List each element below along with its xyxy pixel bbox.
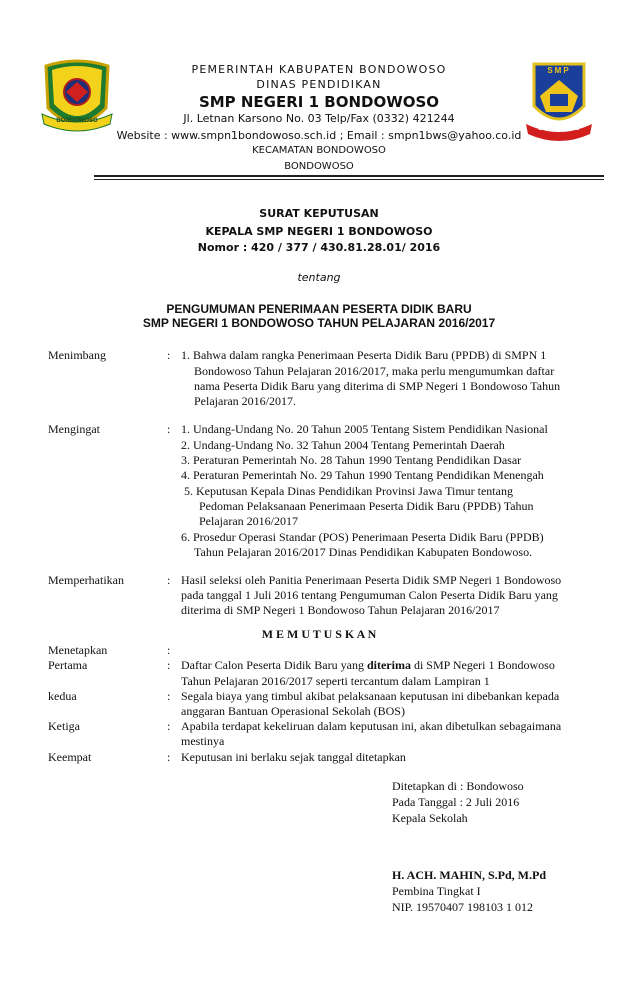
doc-number: Nomor : 420 / 377 / 430.81.28.01/ 2016 <box>197 241 441 254</box>
menimbang-line: nama Peserta Didik Baru yang diterima di SMP Negeri 1 Bondowoso Tahun <box>194 379 561 393</box>
school-logo-top-text: SMP <box>547 66 571 75</box>
kedua-colon: : <box>167 689 171 703</box>
letterhead-rule-thin <box>94 179 604 180</box>
keempat-label: Keempat <box>48 750 92 764</box>
menetapkan-colon: : <box>167 643 171 657</box>
doc-type: SURAT KEPUTUSAN <box>259 207 379 220</box>
mengingat-item-cont: Pedoman Pelaksanaan Penerimaan Peserta Didik Baru (PPDB) Tahun <box>199 499 534 513</box>
mengingat-item: 2. Undang-Undang No. 32 Tahun 2004 Tentang Pemerintah Daerah <box>181 438 505 452</box>
mengingat-label: Mengingat <box>48 422 100 436</box>
pertama-line2: Tahun Pelajaran 2016/2017 seperti tercantum dalam Lampiran 1 <box>181 674 490 688</box>
mengingat-colon: : <box>167 422 171 436</box>
kedua-line1: Segala biaya yang timbul akibat pelaksanaan keputusan ini dibebankan kepada <box>181 689 560 703</box>
menimbang-colon: : <box>167 348 171 362</box>
doc-about: tentang <box>297 271 341 284</box>
school-logo-ribbon-text: BONDOWOSO <box>538 126 580 132</box>
ketiga-colon: : <box>167 719 171 733</box>
signatory-nip: NIP. 19570407 198103 1 012 <box>392 900 534 914</box>
signature-date: Pada Tanggal : 2 Juli 2016 <box>392 795 520 809</box>
letterhead-district: KECAMATAN BONDOWOSO <box>252 145 386 156</box>
doc-subject-line2: SMP NEGERI 1 BONDOWOSO TAHUN PELAJARAN 2016/2017 <box>142 316 496 330</box>
signature-place: Ditetapkan di : Bondowoso <box>392 779 524 793</box>
pertama-text-bold: diterima <box>366 658 411 672</box>
pertama-text-b: di SMP Negeri 1 Bondowoso <box>410 658 555 672</box>
kedua-line2: anggaran Bantuan Operasional Sekolah (BOS) <box>181 704 405 718</box>
keempat-colon: : <box>167 750 171 764</box>
letterhead-website: Website : www.smpn1bondowoso.sch.id ; Email : smpn1bws@yahoo.co.id <box>116 129 522 142</box>
mengingat-item-cont: Tahun Pelajaran 2016/2017 Dinas Pendidikan Kabupaten Bondowoso. <box>194 545 533 559</box>
mengingat-item: 5. Keputusan Kepala Dinas Pendidikan Provinsi Jawa Timur tentang <box>184 484 513 498</box>
signature-position: Kepala Sekolah <box>392 811 468 825</box>
doc-issuer: KEPALA SMP NEGERI 1 BONDOWOSO <box>205 225 433 238</box>
letterhead-government: PEMERINTAH KABUPATEN BONDOWOSO <box>191 63 447 76</box>
regency-logo-ribbon-text: BONDOWOSO <box>56 118 98 124</box>
kedua-label: kedua <box>48 689 77 703</box>
menetapkan-label: Menetapkan <box>48 643 108 657</box>
memperhatikan-colon: : <box>167 573 171 587</box>
letterhead-school-name: SMP NEGERI 1 BONDOWOSO <box>198 93 440 111</box>
pertama-label: Pertama <box>48 658 88 672</box>
doc-subject-line1: PENGUMUMAN PENERIMAAN PESERTA DIDIK BARU <box>166 302 472 316</box>
memperhatikan-line: pada tanggal 1 Juli 2016 tentang Pengumuman Calon Peserta Didik Baru yang <box>181 588 558 602</box>
memperhatikan-line: diterima di SMP Negeri 1 Bondowoso Tahun Pelajaran 2016/2017 <box>181 603 500 617</box>
menimbang-line: 1. Bahwa dalam rangka Penerimaan Peserta Didik Baru (PPDB) di SMPN 1 <box>181 348 547 362</box>
memperhatikan-line: Hasil seleksi oleh Panitia Penerimaan Peserta Didik SMP Negeri 1 Bondowoso <box>181 573 562 587</box>
letterhead-agency: DINAS PENDIDIKAN <box>256 78 382 91</box>
keempat-line1: Keputusan ini berlaku sejak tanggal ditetapkan <box>181 750 406 764</box>
letterhead-rule-thick <box>94 175 604 177</box>
memutuskan-heading: M E M U T U S K A N <box>261 627 377 641</box>
ketiga-line1: Apabila terdapat kekeliruan dalam keputusan ini, akan dibetulkan sebagaimana <box>181 719 562 733</box>
ketiga-line2: mestinya <box>181 734 225 748</box>
signatory-name: H. ACH. MAHIN, S.Pd, M.Pd <box>392 868 547 882</box>
pertama-colon: : <box>167 658 171 672</box>
ketiga-label: Ketiga <box>48 719 80 733</box>
letterhead-address: Jl. Letnan Karsono No. 03 Telp/Fax (0332) 421244 <box>183 112 455 125</box>
memperhatikan-label: Memperhatikan <box>48 573 124 587</box>
mengingat-item: 1. Undang-Undang No. 20 Tahun 2005 Tentang Sistem Pendidikan Nasional <box>181 422 548 436</box>
pertama-text-a: Daftar Calon Peserta Didik Baru yang <box>181 658 367 672</box>
mengingat-item: 3. Peraturan Pemerintah No. 28 Tahun 1990 Tentang Pendidikan Dasar <box>181 453 522 467</box>
menimbang-label: Menimbang <box>48 348 106 362</box>
letterhead-city: BONDOWOSO <box>284 161 354 172</box>
pertama-line1 <box>181 658 555 674</box>
mengingat-item: 6. Prosedur Operasi Standar (POS) Penerimaan Peserta Didik Baru (PPDB) <box>181 530 544 544</box>
signatory-rank: Pembina Tingkat I <box>392 884 481 898</box>
menimbang-line: Bondowoso Tahun Pelajaran 2016/2017, maka perlu mengumumkan daftar <box>194 364 555 378</box>
menimbang-line: Pelajaran 2016/2017. <box>194 394 296 408</box>
mengingat-item-cont: Pelajaran 2016/2017 <box>199 514 298 528</box>
mengingat-item: 4. Peraturan Pemerintah No. 29 Tahun 1990 Tentang Pendidikan Menengah <box>181 468 544 482</box>
